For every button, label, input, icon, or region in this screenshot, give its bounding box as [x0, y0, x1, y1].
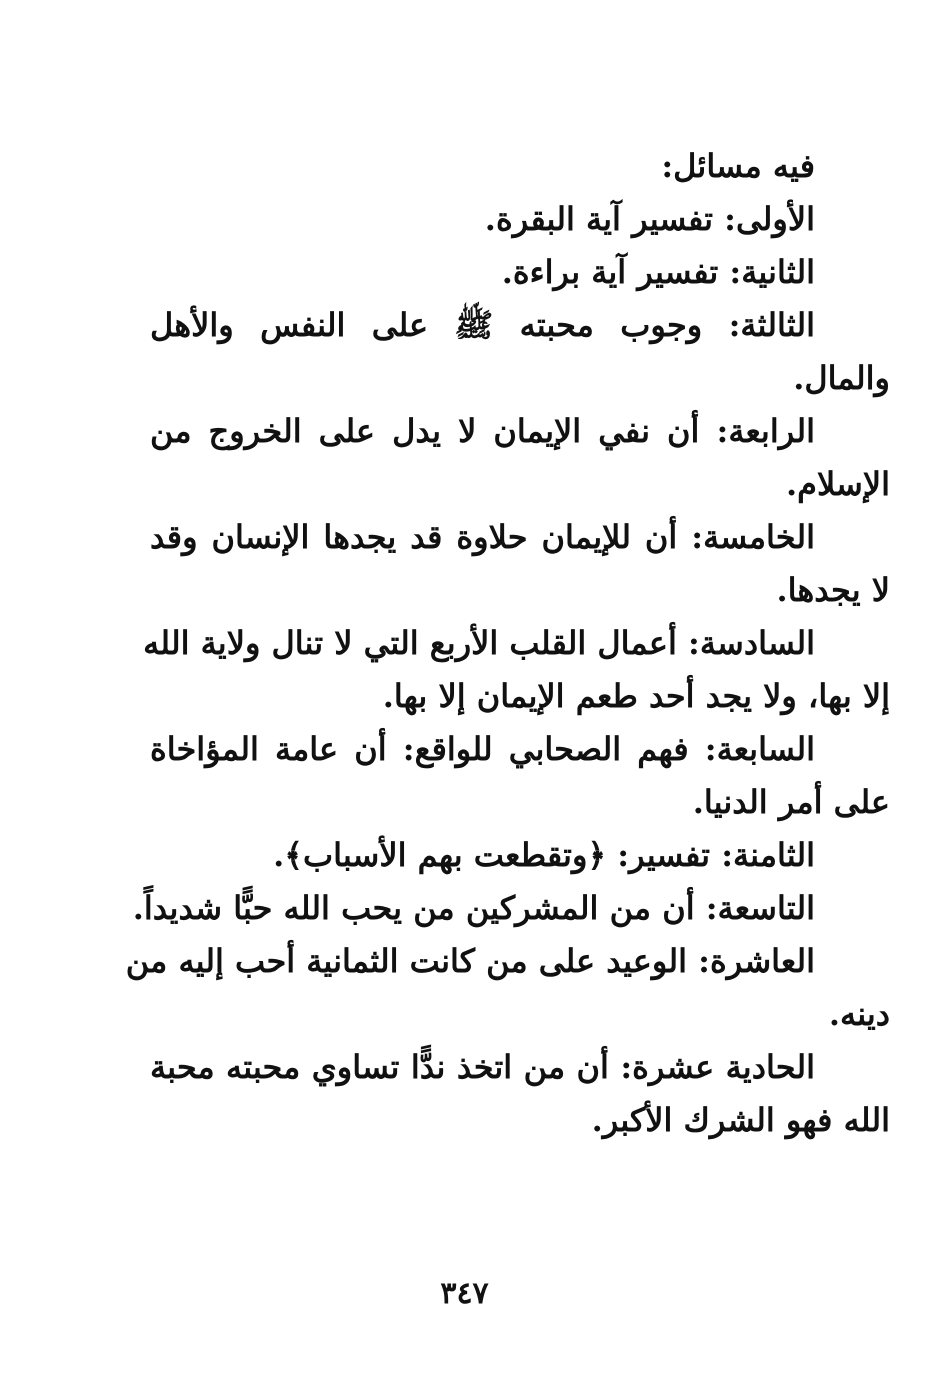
issue-5-line-1: الخامسة: أن للإيمان حلاوة قد يجدها الإنسان وقد — [150, 518, 815, 556]
issue-4-line-2: الإسلام. — [786, 465, 890, 503]
issue-10-line-1: العاشرة: الوعيد على من كانت الثمانية أحب إليه من — [125, 942, 815, 980]
issue-2-line-1: الثانية: تفسير آية براءة. — [501, 253, 815, 291]
issue-3-line-2: والمال. — [793, 359, 890, 397]
issue-7-line-2: على أمر الدنيا. — [692, 783, 890, 821]
issue-1-line-1: الأولى: تفسير آية البقرة. — [484, 200, 815, 238]
issue-5-line-2: لا يجدها. — [776, 571, 890, 609]
intro-line: فيه مسائل: — [661, 147, 815, 185]
issue-7-line-1: السابعة: فهم الصحابي للواقع: أن عامة المؤاخاة — [150, 730, 815, 768]
issue-10-line-2: دينه. — [828, 995, 890, 1033]
issue-6-line-2: إلا بها، ولا يجد أحد طعم الإيمان إلا بها. — [382, 677, 890, 715]
issue-6-line-1: السادسة: أعمال القلب الأربع التي لا تنال ولاية الله — [143, 624, 815, 662]
issue-4-line-1: الرابعة: أن نفي الإيمان لا يدل على الخروج من — [150, 412, 815, 450]
page-number: ٣٤٧ — [440, 1276, 489, 1311]
issue-3-line-1: الثالثة: وجوب محبته ﷺ على النفس والأهل — [150, 306, 815, 344]
issue-11-line-2: الله فهو الشرك الأكبر. — [591, 1101, 890, 1139]
issue-11-line-1: الحادية عشرة: أن من اتخذ ندًّا تساوي محبته محبة — [150, 1048, 815, 1086]
issue-8-line-1: الثامنة: تفسير: ﴿وتقطعت بهم الأسباب﴾. — [273, 836, 815, 874]
issue-9-line-1: التاسعة: أن من المشركين من يحب الله حبًّا شديداً. — [132, 889, 815, 927]
page-body — [125, 140, 890, 1147]
